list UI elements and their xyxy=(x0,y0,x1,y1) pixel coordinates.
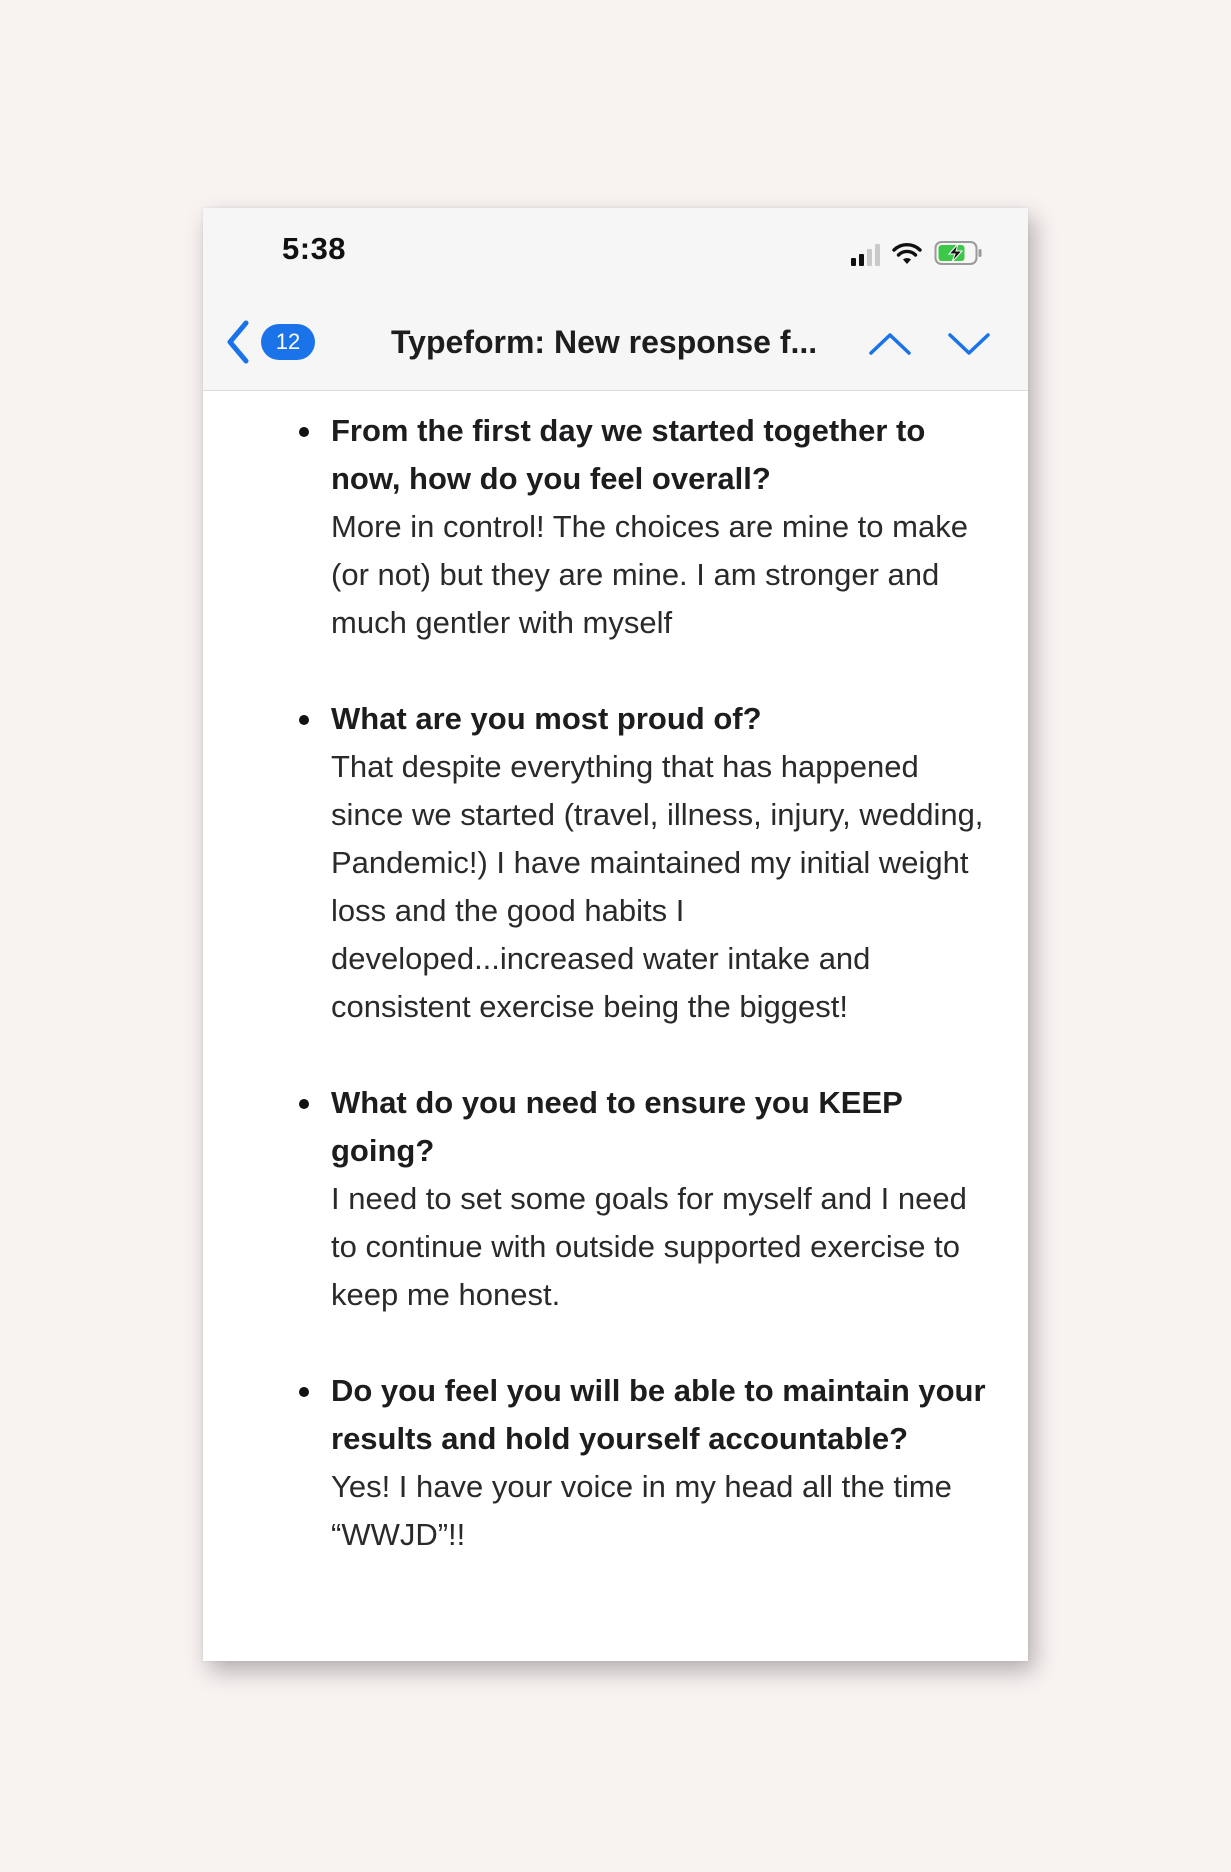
chevron-down-icon xyxy=(947,331,991,357)
answer-text: Yes! I have your voice in my head all the time “WWJD”!! xyxy=(331,1469,952,1552)
back-button[interactable] xyxy=(225,318,315,366)
list-item xyxy=(331,407,988,647)
email-screen xyxy=(203,208,1028,1661)
question-text: From the first day we started together to now, how do you feel overall? xyxy=(331,413,926,496)
email-subject-title: Typeform: New response f... xyxy=(391,324,818,360)
answer-text: More in control! The choices are mine to make (or not) but they are mine. I am stronger and much gentler with myself xyxy=(331,509,968,640)
response-list xyxy=(203,391,1028,1559)
question-text: Do you feel you will be able to maintain your results and hold yourself accountable? xyxy=(331,1373,986,1456)
bullet-icon xyxy=(299,1099,309,1109)
wifi-icon xyxy=(892,242,922,266)
question-text: What are you most proud of? xyxy=(331,701,762,736)
nav-bar xyxy=(203,298,1028,391)
chevron-up-icon xyxy=(868,331,912,357)
list-item xyxy=(331,1367,988,1559)
question-text: What do you need to ensure you KEEP going? xyxy=(331,1085,903,1168)
answer-text: I need to set some goals for myself and I need to continue with outside supported exercise to keep me honest. xyxy=(331,1181,967,1312)
list-item xyxy=(331,695,988,1031)
bullet-icon xyxy=(299,1387,309,1397)
bullet-icon xyxy=(299,715,309,725)
status-time: 5:38 xyxy=(282,231,347,266)
chevron-left-icon xyxy=(225,319,251,365)
next-message-button[interactable] xyxy=(945,320,993,368)
bullet-icon xyxy=(299,427,309,437)
unread-count-badge: 12 xyxy=(261,324,315,360)
email-body[interactable] xyxy=(203,391,1028,1661)
cellular-signal-icon xyxy=(851,244,880,266)
previous-message-button[interactable] xyxy=(866,320,914,368)
answer-text: That despite everything that has happened since we started (travel, illness, injury, wedding, Pandemic!) I have maintained my initial weight loss and the good habits I developed...increased water intake and consistent exercise being the biggest! xyxy=(331,749,984,1024)
battery-charging-icon xyxy=(934,240,984,266)
status-bar xyxy=(203,208,1028,298)
status-icons xyxy=(851,238,984,266)
list-item xyxy=(331,1079,988,1319)
